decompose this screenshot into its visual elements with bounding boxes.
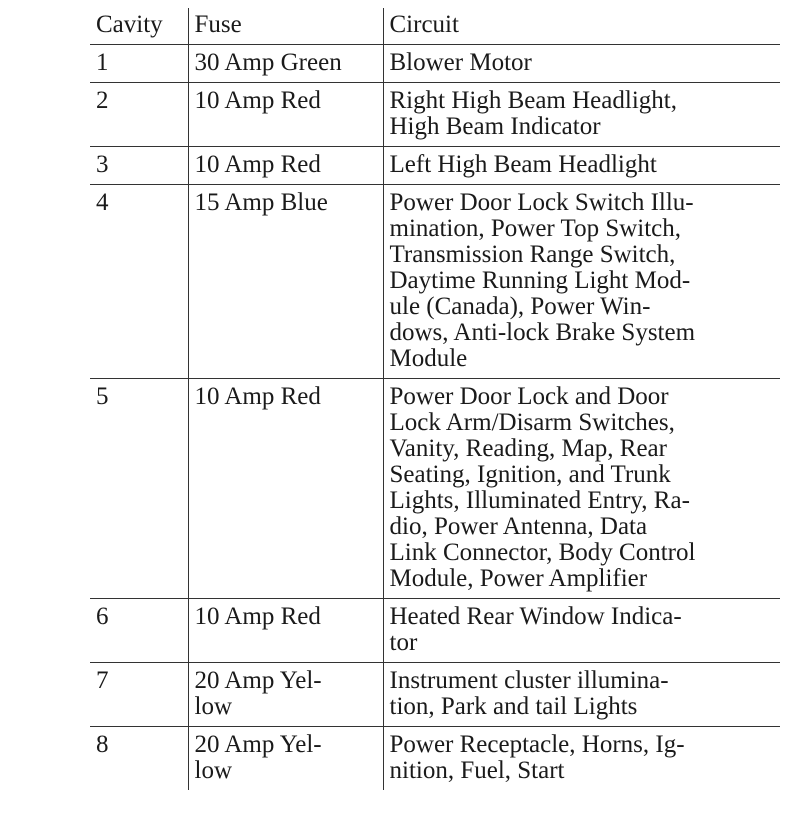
cavity-cell: 8 <box>96 731 109 758</box>
table-row <box>90 379 780 599</box>
fuse-cell: 10 Amp Red <box>188 599 383 663</box>
table-row <box>90 45 780 83</box>
table-header <box>90 8 780 45</box>
table-row <box>90 727 780 791</box>
header-circuit: Circuit <box>383 8 780 45</box>
cavity-cell: 2 <box>96 87 109 114</box>
cavity-cell: 3 <box>96 151 109 178</box>
circuit-cell: Power Door Lock Switch Illu- mination, Power Top Switch, Transmission Range Switch, Daytime Running Light Mod- ule (Canada), Power Win- dows, Anti-lock Brake System Module <box>383 185 780 379</box>
fuse-cell: 10 Amp Red <box>188 83 383 147</box>
circuit-cell: Blower Motor <box>383 45 780 83</box>
header-row <box>90 8 780 45</box>
table-body <box>90 45 780 791</box>
circuit-cell: Instrument cluster illumina- tion, Park and tail Lights <box>383 663 780 727</box>
fuse-cell: 30 Amp Green <box>188 45 383 83</box>
fuse-cell: 10 Amp Red <box>188 147 383 185</box>
fuse-table <box>90 8 780 790</box>
fuse-cell: 15 Amp Blue <box>188 185 383 379</box>
table-row <box>90 185 780 379</box>
fuse-cell: 20 Amp Yel- low <box>188 727 383 791</box>
circuit-cell: Right High Beam Headlight, High Beam Indicator <box>383 83 780 147</box>
table-row <box>90 147 780 185</box>
circuit-cell: Heated Rear Window Indica- tor <box>383 599 780 663</box>
circuit-cell: Power Door Lock and Door Lock Arm/Disarm Switches, Vanity, Reading, Map, Rear Seating, Ignition, and Trunk Lights, Illuminated Entry, Ra- dio, Power Antenna, Data Link Connector, Body Control Module, Power Amplifier <box>383 379 780 599</box>
table-row <box>90 663 780 727</box>
cavity-cell: 4 <box>96 189 109 216</box>
cavity-cell: 6 <box>96 603 109 630</box>
circuit-cell: Power Receptacle, Horns, Ig- nition, Fuel, Start <box>383 727 780 791</box>
fuse-cell: 10 Amp Red <box>188 379 383 599</box>
cavity-cell: 5 <box>96 383 109 410</box>
cavity-cell: 7 <box>96 667 109 694</box>
circuit-cell: Left High Beam Headlight <box>383 147 780 185</box>
table-row <box>90 83 780 147</box>
header-cavity: Cavity <box>90 8 188 45</box>
table-row <box>90 599 780 663</box>
fuse-cell: 20 Amp Yel- low <box>188 663 383 727</box>
cavity-cell: 1 <box>96 49 109 76</box>
header-fuse: Fuse <box>188 8 383 45</box>
